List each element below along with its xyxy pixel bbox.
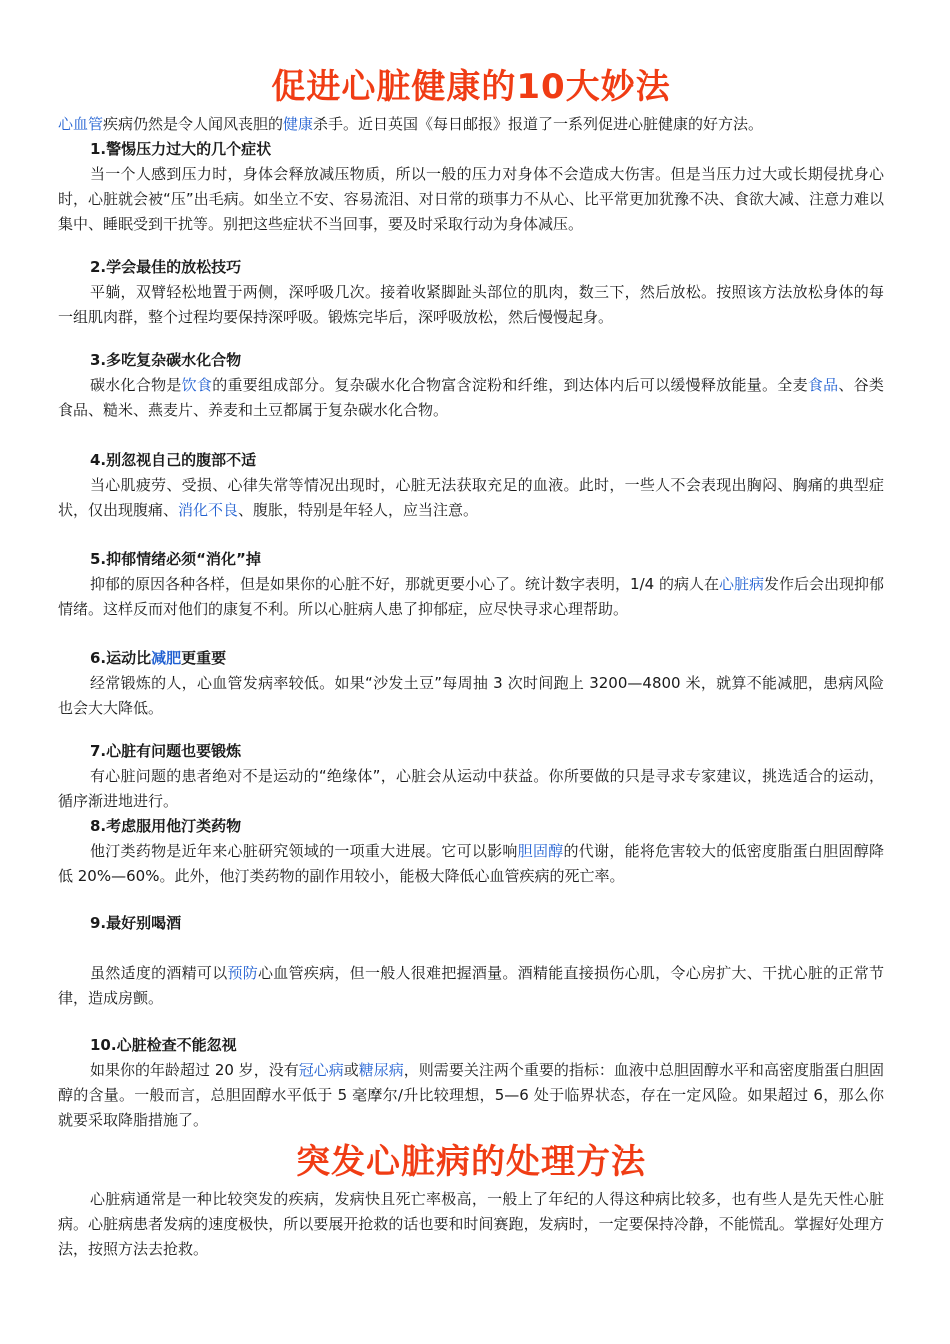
link-xinxueguan[interactable]: 心血管 [58, 115, 104, 133]
link-jianfei[interactable]: 减肥 [151, 649, 182, 667]
section-8 [58, 814, 884, 889]
body-text: 他汀类药物是近年来心脏研究领域的一项重大进展。它可以影响 [90, 842, 518, 860]
section-heading: 3.多吃复杂碳水化合物 [90, 351, 242, 369]
link-guanxinbing[interactable]: 冠心病 [298, 1061, 344, 1079]
link-shipin[interactable]: 食品 [807, 376, 839, 394]
heading-text: 6.运动比 [90, 649, 152, 667]
intro-paragraph [58, 112, 884, 137]
body-text: ，则需要关注两个重要的指标：血液中总胆固醇水平和高密度脂蛋白胆固醇的含量。一般而言，总胆固醇水平低于 5 毫摩尔/升比较理想，5—6 处于临界状态，存在一定风险。如果超过 6，那么你就要采取降脂措施了。 [58, 1061, 884, 1129]
second-title: 突发心脏病的处理方法 [296, 1142, 646, 1182]
section-body: 当一个人感到压力时，身体会释放减压物质，所以一般的压力对身体不会造成大伤害。但是当压力过大或长期侵扰身心时，心脏就会被“压”出毛病。如坐立不安、容易流泪、对日常的琐事力不从心、比平常更加犹豫不决、食欲大减、注意力难以集中、睡眠受到干扰等。别把这些症状不当回事，要及时采取行动为身体减压。 [58, 165, 884, 233]
body-text: 发作后会出现抑郁情绪。这样反而对他们的康复不利。所以心脏病人患了抑郁症，应尽快寻求心理帮助。 [58, 575, 884, 618]
body-text: 碳水化合物是 [90, 376, 182, 394]
section-body [58, 1058, 884, 1133]
intro-text: 疾病仍然是令人闻风丧胆的 [103, 115, 284, 133]
link-yinshi[interactable]: 饮食 [181, 376, 213, 394]
section-heading: 8.考虑服用他汀类药物 [90, 817, 242, 835]
body-text: 抑郁的原因各种各样，但是如果你的心脏不好，那就更要小心了。统计数字表明，1/4 的病人在 [90, 575, 719, 593]
section-9 [58, 911, 884, 1011]
section-body: 平躺，双臂轻松地置于两侧，深呼吸几次。接着收紧脚趾头部位的肌肉，数三下，然后放松。按照该方法放松身体的每一组肌肉群，整个过程均要保持深呼吸。锻炼完毕后，深呼吸放松，然后慢慢起身。 [58, 283, 884, 326]
section-body: 有心脏问题的患者绝对不是运动的“绝缘体”，心脏会从运动中获益。你所要做的只是寻求专家建议，挑选适合的运动，循序渐进地进行。 [58, 767, 884, 810]
section-6 [58, 646, 884, 721]
link-danguchun[interactable]: 胆固醇 [517, 842, 564, 860]
link-jiankang[interactable]: 健康 [283, 115, 314, 133]
body-text: 心血管疾病，但一般人很难把握酒量。酒精能直接损伤心肌，令心房扩大、干扰心脏的正常节律，造成房颤。 [58, 964, 884, 1007]
section-7 [58, 739, 884, 814]
heading-text: 更重要 [181, 649, 227, 667]
link-tangniaobing[interactable]: 糖尿病 [358, 1061, 404, 1079]
section-heading: 7.心脏有问题也要锻炼 [90, 742, 242, 760]
section-4 [58, 448, 884, 523]
intro-text: 杀手。近日英国《每日邮报》报道了一系列促进心脏健康的好方法。 [313, 115, 764, 133]
section-body [58, 373, 884, 423]
section-heading: 4.别忽视自己的腹部不适 [90, 451, 257, 469]
section-heading: 10.心脏检查不能忽视 [90, 1036, 237, 1054]
outro-paragraph: 心脏病通常是一种比较突发的疾病，发病快且死亡率极高，一般上了年纪的人得这种病比较多，也有些人是先天性心脏病。心脏病患者发病的速度极快，所以要展开抢救的话也要和时间赛跑，发病时，一定要保持冷静，不能慌乱。掌握好处理方法，按照方法去抢救。 [58, 1190, 884, 1258]
section-body: 经常锻炼的人，心血管发病率较低。如果“沙发土豆”每周抽 3 次时间跑上 3200—4800 米，就算不能减肥，患病风险也会大大降低。 [58, 674, 884, 717]
page-title: 促进心脏健康的10大妙法 [271, 67, 671, 107]
section-body [58, 572, 884, 622]
section-10 [58, 1033, 884, 1133]
section-3 [58, 348, 884, 423]
body-text: 、腹胀，特别是年轻人，应当注意。 [238, 501, 479, 519]
body-text: 如果你的年龄超过 20 岁，没有 [90, 1061, 299, 1079]
section-heading [58, 646, 884, 671]
body-text: 的重要组成部分。复杂碳水化合物富含淀粉和纤维，到达体内后可以缓慢释放能量。全麦 [212, 376, 808, 394]
section-body [58, 473, 884, 523]
section-heading: 9.最好别喝酒 [90, 914, 182, 932]
body-text: 、谷类食品、糙米、燕麦片、养麦和土豆都属于复杂碳水化合物。 [58, 376, 884, 419]
section-body [58, 961, 884, 1011]
section-heading: 1.警惕压力过大的几个症状 [90, 140, 272, 158]
link-yufang[interactable]: 预防 [227, 964, 259, 982]
section-1 [58, 137, 884, 237]
link-xinzangbing[interactable]: 心脏病 [718, 575, 764, 593]
document-page [58, 62, 884, 1262]
section-heading: 2.学会最佳的放松技巧 [90, 258, 242, 276]
section-2 [58, 255, 884, 330]
section-body [58, 839, 884, 889]
link-xiaohuabuliang[interactable]: 消化不良 [178, 501, 239, 519]
body-text: 或 [343, 1061, 359, 1079]
section-5 [58, 547, 884, 622]
body-text: 虽然适度的酒精可以 [90, 964, 228, 982]
body-text: 的代谢，能将危害较大的低密度脂蛋白胆固醇降低 20%—60%。此外，他汀类药物的副作用较小，能极大降低心血管疾病的死亡率。 [58, 842, 884, 885]
body-text: 当心肌疲劳、受损、心律失常等情况出现时，心脏无法获取充足的血液。此时，一些人不会表现出胸闷、胸痛的典型症状，仅出现腹痛、 [58, 476, 884, 519]
section-heading: 5.抑郁情绪必须“消化”掉 [90, 550, 261, 568]
